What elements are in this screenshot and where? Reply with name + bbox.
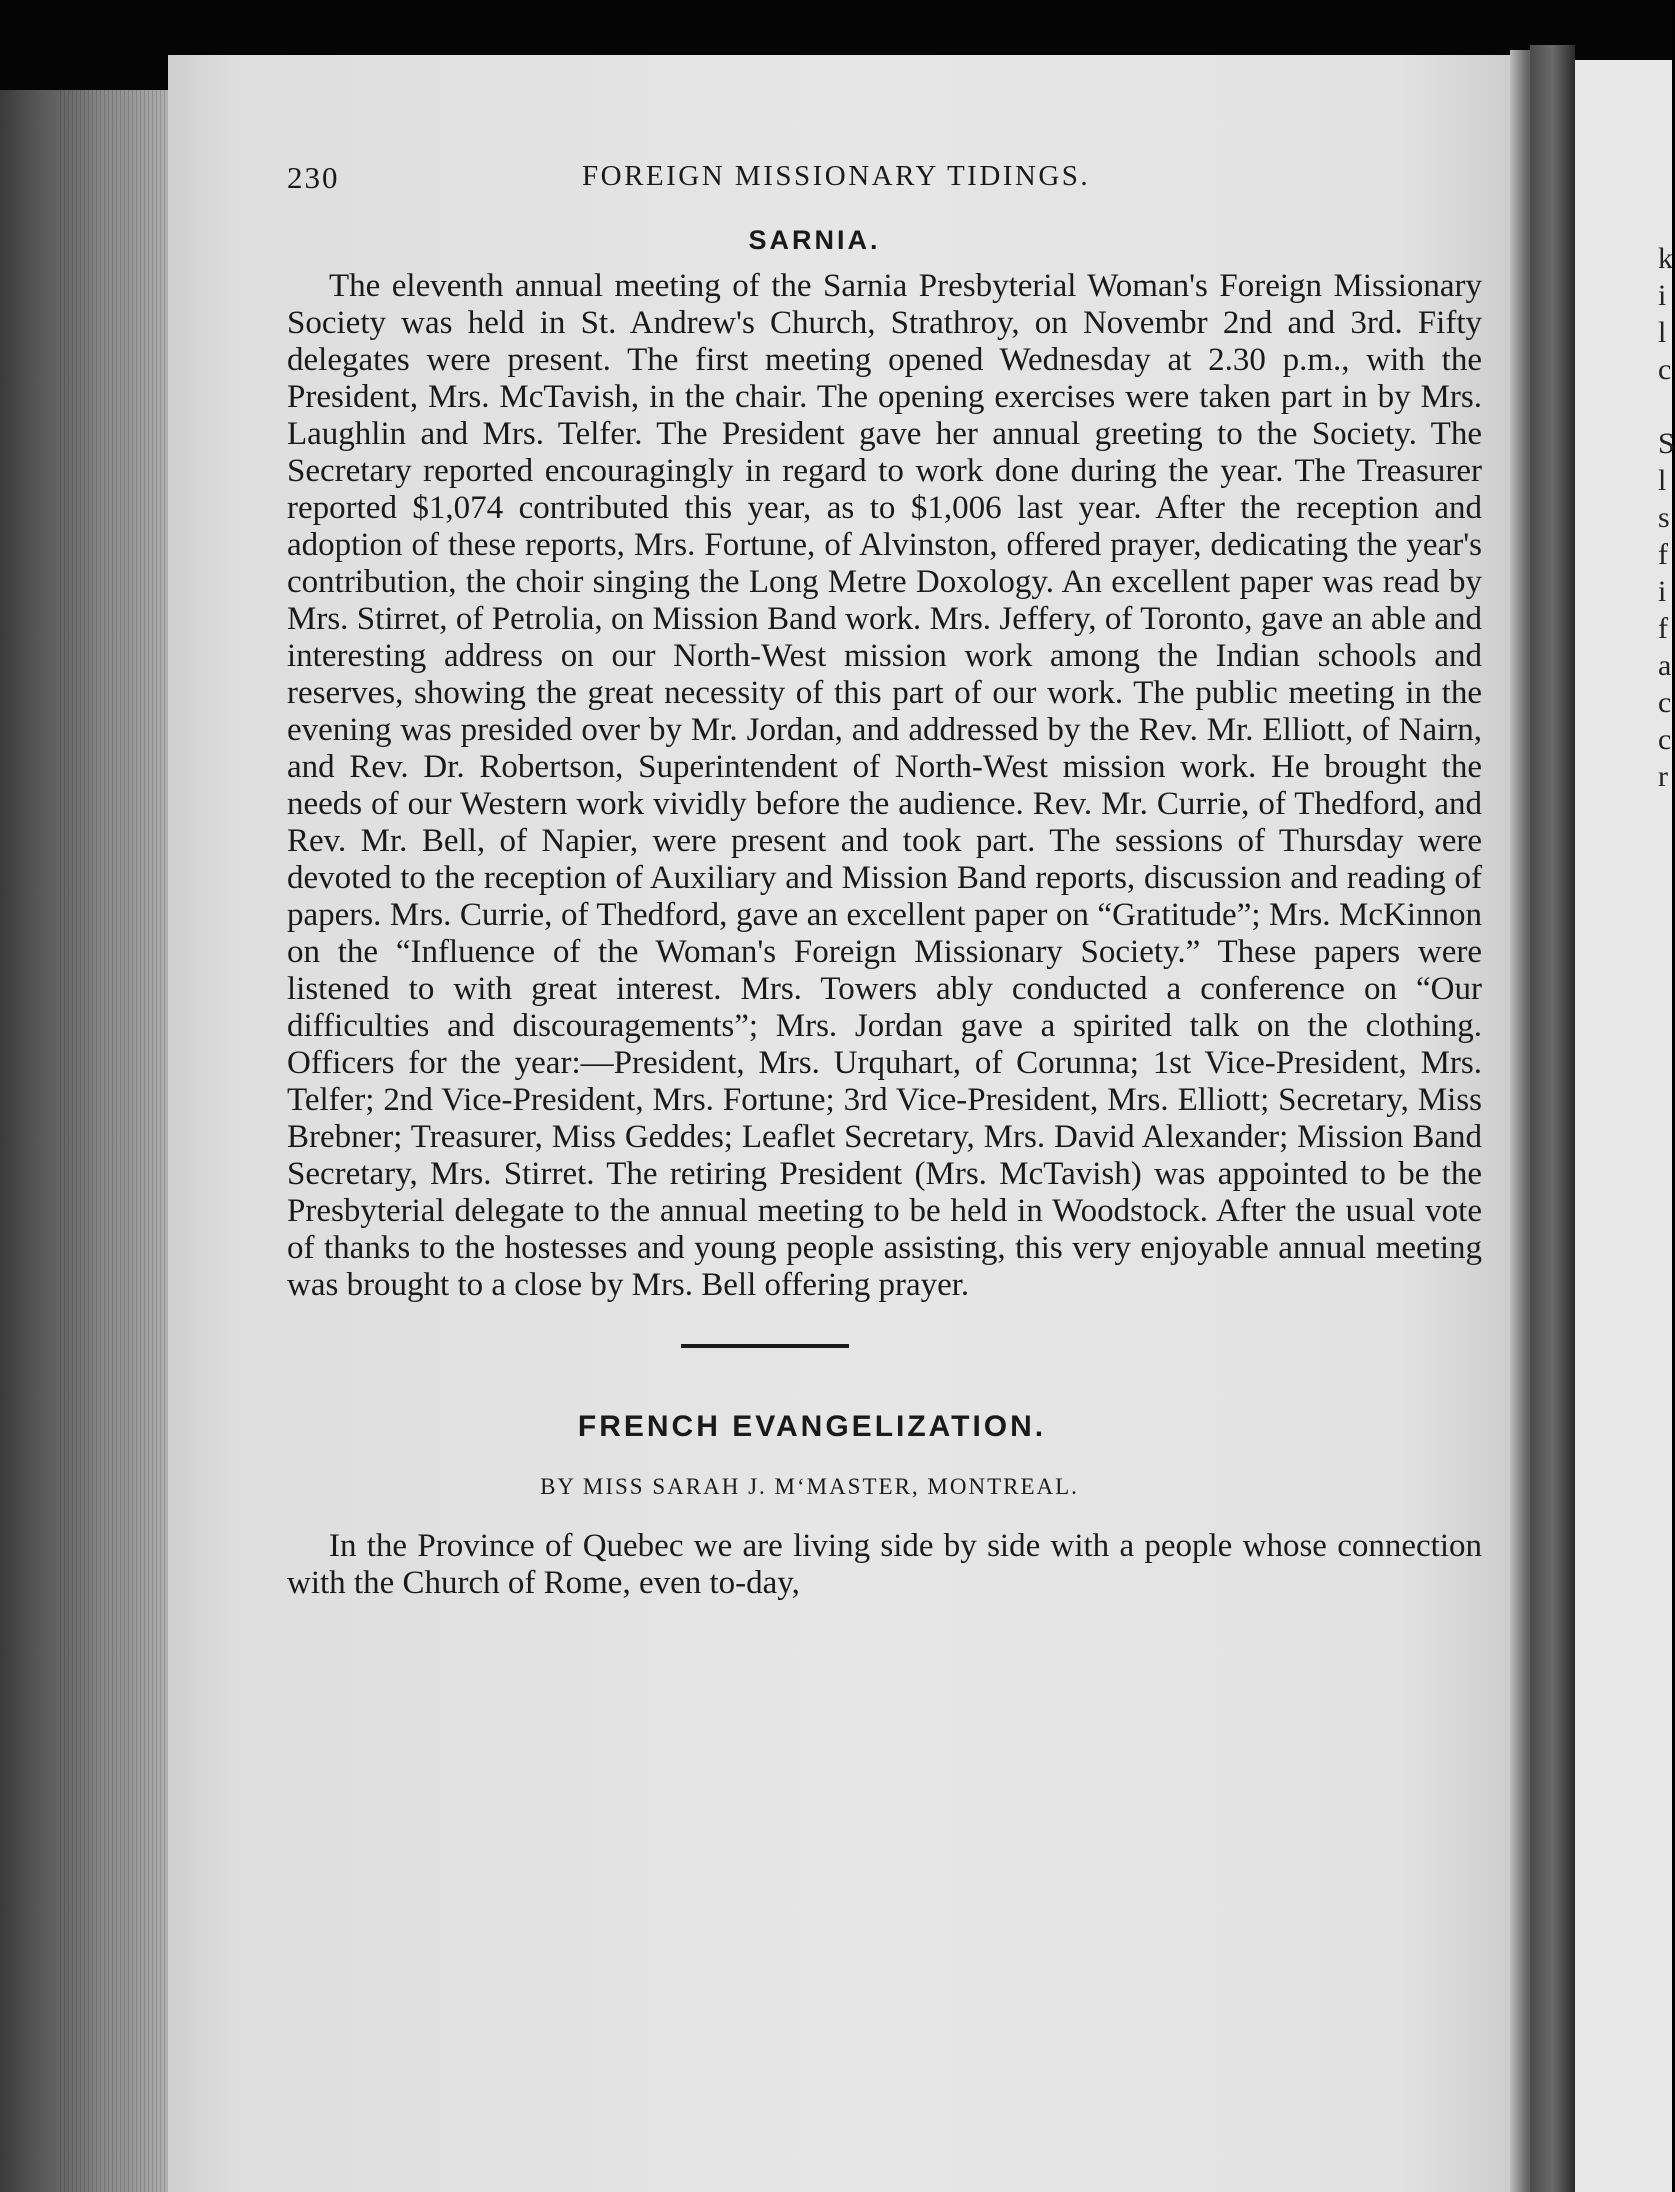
facing-page-fragment: c	[1658, 686, 1672, 719]
book-binding	[1530, 45, 1575, 2192]
running-head	[287, 150, 1482, 200]
facing-page-fragment: s	[1658, 501, 1670, 534]
facing-page-fragment: r	[1658, 760, 1668, 793]
fore-edge-page-lines	[60, 90, 170, 2192]
french-article-text: In the Province of Quebec we are living side by side with a people whose connection with the Church of Rome, even to-day,	[287, 1528, 1482, 1601]
facing-page-fragment: f	[1658, 612, 1668, 645]
article-byline: BY MISS SARAH J. M‘MASTER, MONTREAL.	[540, 1474, 1079, 1499]
french-article-body	[287, 1528, 1482, 1602]
sarnia-article-body	[287, 268, 1482, 1304]
facing-page-fragment: S	[1658, 427, 1675, 460]
journal-title: FOREIGN MISSIONARY TIDINGS.	[582, 160, 1091, 192]
facing-page-fragment: c	[1658, 723, 1672, 756]
facing-page-text-fragments	[1658, 240, 1675, 795]
facing-page-fragment	[1658, 388, 1672, 425]
facing-page-fragment: c	[1658, 353, 1672, 386]
page-number: 230	[287, 160, 340, 195]
page-content	[287, 150, 1482, 1602]
facing-page-fragment: a	[1658, 649, 1672, 682]
facing-page-fragment: f	[1658, 538, 1668, 571]
sarnia-article-text: The eleventh annual meeting of the Sarnia Presbyterial Woman's Foreign Missionary Society was held in St. Andrew's Church, Strathroy, on Novembr 2nd and 3rd. Fifty delegates were present. The first meeting opened Wednesday at 2.30 p.m., with the President, Mrs. McTavish, in the chair. The opening exercises were taken part in by Mrs. Laughlin and Mrs. Telfer. The President gave her annual greeting to the Society. The Secretary reported encouragingly in regard to work done during the year. The Treasurer reported $1,074 contributed this year, as to $1,006 last year. After the reception and adoption of these reports, Mrs. Fortune, of Alvinston, offered prayer, dedicating the year's contribution, the choir singing the Long Metre Doxology. An excellent paper was read by Mrs. Stirret, of Petrolia, on Mission Band work. Mrs. Jeffery, of Toronto, gave an able and interesting address on our North-West mission work among the Indian schools and reserves, showing the great necessity of this part of our work. The public meeting in the evening was presided over by Mr. Jordan, and addressed by the Rev. Mr. Elliott, of Nairn, and Rev. Dr. Robertson, Superintendent of North-West mission work. He brought the needs of our Western work vividly before the audience. Rev. Mr. Currie, of Thedford, and Rev. Mr. Bell, of Napier, were present and took part. The sessions of Thursday were devoted to the reception of Auxiliary and Mission Band reports, discussion and reading of papers. Mrs. Currie, of Thedford, gave an excellent paper on “Gratitude”; Mrs. McKinnon on the “Influence of the Woman's Foreign Missionary Society.” These papers were listened to with great interest. Mrs. Towers ably conducted a conference on “Our difficulties and discouragements”; Mrs. Jordan gave a spirited talk on the clothing. Officers for the year:—President, Mrs. Urquhart, of Corunna; 1st Vice-President, Mrs. Telfer; 2nd Vice-President, Mrs. Fortune; 3rd Vice-President, Mrs. Elliott; Secretary, Miss Brebner; Treasurer, Miss Geddes; Leaflet Secretary, Mrs. David Alexander; Mission Band Secretary, Mrs. Stirret. The retiring President (Mrs. McTavish) was appointed to be the Presbyterial delegate to the annual meeting to be held in Woodstock. After the usual vote of thanks to the hostesses and young people assisting, this very enjoyable annual meeting was brought to a close by Mrs. Bell offering prayer.	[287, 268, 1482, 1303]
french-evangelization-heading: FRENCH EVANGELIZATION.	[577, 1410, 1047, 1443]
facing-page-fragment: i	[1658, 279, 1667, 312]
sarnia-heading: SARNIA.	[748, 225, 881, 255]
facing-page-fragment: l	[1658, 464, 1667, 497]
section-divider-rule	[681, 1344, 849, 1348]
facing-page-fragment: k	[1658, 242, 1673, 275]
facing-page-fragment: l	[1658, 316, 1667, 349]
facing-page-fragment: i	[1658, 575, 1667, 608]
